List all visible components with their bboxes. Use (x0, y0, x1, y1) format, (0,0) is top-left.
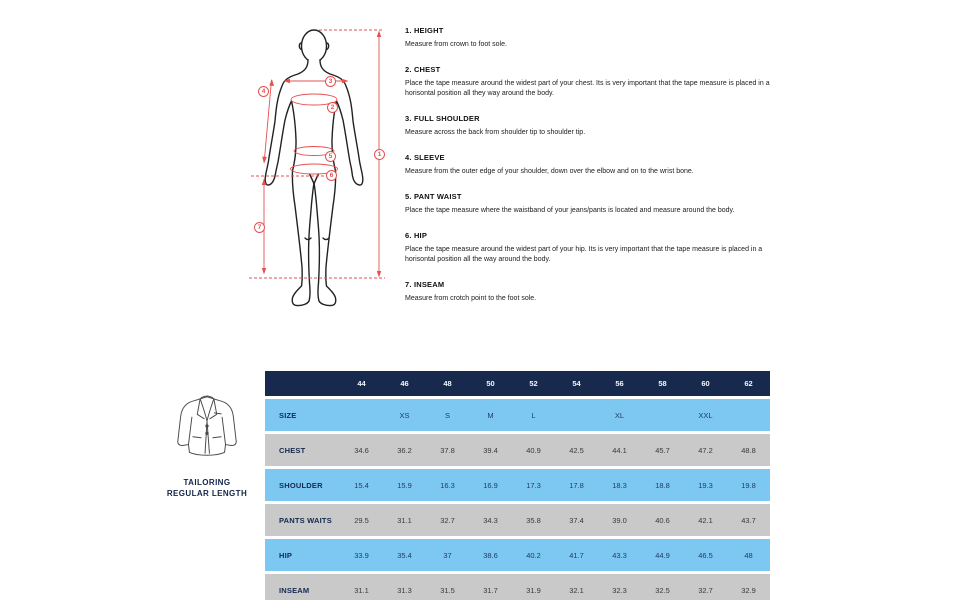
value-cell (641, 399, 684, 431)
value-cell: 44.9 (655, 550, 670, 560)
value-cell: 37 (443, 550, 452, 560)
callout-hip: 6 (326, 170, 337, 181)
value-cell: 46.5 (698, 550, 713, 560)
table-row (265, 434, 770, 466)
value-cell: 40.9 (526, 445, 541, 455)
instruction-description: Measure from crotch point to the foot sole. (405, 295, 537, 302)
category-block (157, 388, 257, 499)
table-row (265, 399, 770, 431)
instruction-description: Measure from crown to foot sole. (405, 41, 507, 48)
value-cell: 42.5 (569, 445, 584, 455)
value-cell: 35.4 (397, 550, 412, 560)
instruction-title: 4. SLEEVE (405, 153, 445, 162)
instruction-title: 3. FULL SHOULDER (405, 114, 480, 123)
value-cell: 44.1 (612, 445, 627, 455)
value-cell: 33.9 (354, 550, 369, 560)
value-cell: 37.8 (440, 445, 455, 455)
value-cell: 34.6 (354, 445, 369, 455)
value-cell: 32.7 (440, 515, 455, 525)
measurement-instructions (405, 26, 777, 319)
value-cell: 17.8 (569, 480, 584, 490)
value-cell: 48.8 (741, 445, 756, 455)
instruction-description: Measure across the back from shoulder tip to shoulder tip. (405, 129, 586, 136)
value-cell: 40.2 (526, 550, 541, 560)
value-cell: 38.6 (483, 550, 498, 560)
value-cell: 31.3 (397, 585, 412, 595)
body-measurement-diagram (235, 15, 405, 315)
value-cell: 32.7 (698, 585, 713, 595)
value-cell: 29.5 (354, 515, 369, 525)
value-cell: XS (399, 410, 410, 420)
instruction-hip (405, 231, 777, 265)
header-size-number: 54 (572, 379, 581, 388)
instruction-title: 1. HEIGHT (405, 26, 444, 35)
instruction-description: Place the tape measure around the widest part of your hip. Its is very important that the tape measure is placed in a horisontal position all the way around the body. (405, 246, 763, 263)
value-cell: 32.9 (741, 585, 756, 595)
value-cell: 41.7 (569, 550, 584, 560)
value-cell (727, 399, 770, 431)
value-cell: 16.9 (483, 480, 498, 490)
value-cell: 31.7 (483, 585, 498, 595)
value-cell: 39.0 (612, 515, 627, 525)
value-cell: M (487, 410, 494, 420)
value-cell (340, 399, 383, 431)
table-header-row (265, 371, 770, 396)
value-cell: 43.7 (741, 515, 756, 525)
instruction-inseam (405, 280, 777, 304)
value-cell: 19.3 (698, 480, 713, 490)
value-cell: S (444, 410, 450, 420)
row-label: SIZE (279, 410, 297, 420)
header-size-number: 58 (658, 379, 667, 388)
header-size-number: 50 (486, 379, 495, 388)
header-size-number: 46 (400, 379, 409, 388)
value-cell: 18.8 (655, 480, 670, 490)
value-cell: L (531, 410, 536, 420)
value-cell: 32.5 (655, 585, 670, 595)
value-cell: 16.3 (440, 480, 455, 490)
instruction-title: 5. PANT WAIST (405, 192, 462, 201)
instruction-title: 6. HIP (405, 231, 428, 240)
category-line-2: REGULAR LENGTH (166, 489, 248, 498)
value-cell (555, 399, 598, 431)
value-cell: 48 (744, 550, 753, 560)
value-cell: 19.8 (741, 480, 756, 490)
value-cell: 31.9 (526, 585, 541, 595)
instruction-description: Place the tape measure around the widest part of your chest. Its is very important that the tape measure is placed in a horisontal position all they way around the body. (405, 80, 770, 97)
header-size-number: 44 (357, 379, 366, 388)
jacket-icon (168, 388, 246, 466)
value-cell: 47.2 (698, 445, 713, 455)
callout-sleeve: 4 (258, 86, 269, 97)
value-cell: 40.6 (655, 515, 670, 525)
value-cell: 31.1 (397, 515, 412, 525)
value-cell: 32.1 (569, 585, 584, 595)
callout-chest: 2 (327, 102, 338, 113)
value-cell: XXL (698, 410, 713, 420)
size-table (265, 371, 770, 600)
callout-pant-waist: 5 (325, 151, 336, 162)
callout-full-shoulder: 3 (325, 76, 336, 87)
value-cell: 18.3 (612, 480, 627, 490)
callout-inseam: 7 (254, 222, 265, 233)
table-row (265, 574, 770, 600)
value-cell: 37.4 (569, 515, 584, 525)
table-row (265, 539, 770, 571)
instruction-height (405, 26, 777, 50)
header-size-number: 60 (701, 379, 710, 388)
row-label: CHEST (279, 445, 306, 455)
value-cell: 15.9 (397, 480, 412, 490)
value-cell: 15.4 (354, 480, 369, 490)
instruction-title: 7. INSEAM (405, 280, 445, 289)
instruction-full-shoulder (405, 114, 777, 138)
value-cell: 32.3 (612, 585, 627, 595)
value-cell: 45.7 (655, 445, 670, 455)
header-corner-cell (265, 371, 340, 396)
table-row (265, 469, 770, 501)
value-cell: 31.5 (440, 585, 455, 595)
header-size-number: 56 (615, 379, 624, 388)
category-line-1: TAILORING (183, 478, 231, 487)
header-size-number: 52 (529, 379, 538, 388)
callout-height: 1 (374, 149, 385, 160)
table-row (265, 504, 770, 536)
row-label: SHOULDER (279, 480, 323, 490)
value-cell: 35.8 (526, 515, 541, 525)
value-cell: 34.3 (483, 515, 498, 525)
instruction-chest (405, 65, 777, 99)
row-label: PANTS WAITS (279, 515, 332, 525)
row-label: HIP (279, 550, 293, 560)
instruction-sleeve (405, 153, 777, 177)
header-size-number: 62 (744, 379, 753, 388)
instruction-title: 2. CHEST (405, 65, 441, 74)
value-cell: 36.2 (397, 445, 412, 455)
instruction-description: Measure from the outer edge of your shoulder, down over the elbow and on to the wrist bone. (405, 168, 694, 175)
instruction-pant-waist (405, 192, 777, 216)
value-cell: 31.1 (354, 585, 369, 595)
value-cell: 42.1 (698, 515, 713, 525)
instruction-description: Place the tape measure where the waistband of your jeans/pants is located and measure around the body. (405, 207, 735, 214)
body-figure-icon (235, 15, 405, 315)
category-label (157, 477, 257, 499)
value-cell: XL (614, 410, 625, 420)
header-size-number: 48 (443, 379, 452, 388)
value-cell: 17.3 (526, 480, 541, 490)
value-cell: 39.4 (483, 445, 498, 455)
row-label: INSEAM (279, 585, 310, 595)
value-cell: 43.3 (612, 550, 627, 560)
